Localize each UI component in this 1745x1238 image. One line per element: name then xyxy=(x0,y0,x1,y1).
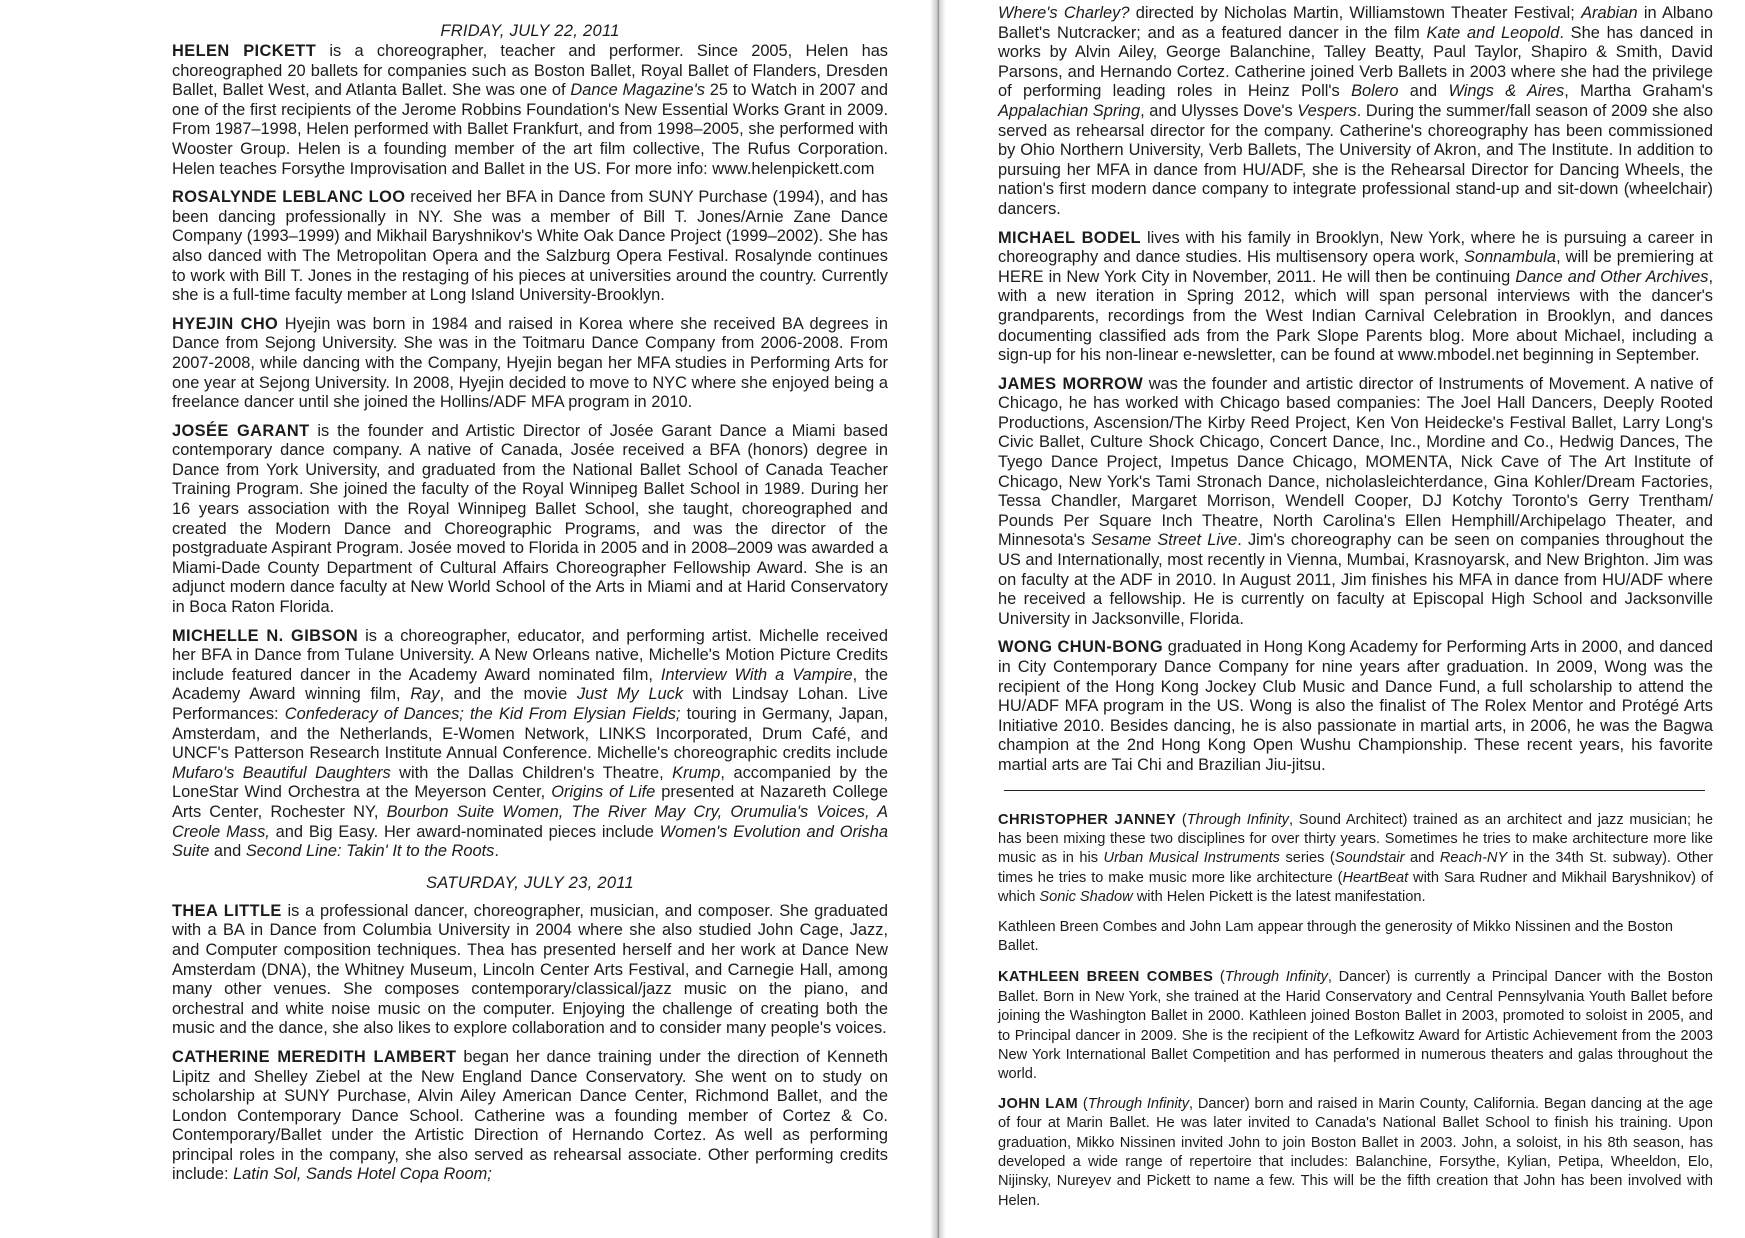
bio-text: received her BFA in Dance from SUNY Purchase (1994), and has been dancing professionally in NY. She was a member of Bill T. Jones/Arnie Zane Dance Company (1993–1999) and Mikhail Baryshnikov's White Oak Dance Project (1999–2002). She has also danced with The Metropolitan Opera and the Salzburg Opera Festival. Rosalynde continues to work with Bill T. Jones in the restaging of his pieces at universities around the country. Currently she is a full-time faculty member at Long Island University-Brooklyn. xyxy=(172,188,888,305)
bio-text: , the Academy Award winning film, xyxy=(172,665,888,704)
bio-text: and xyxy=(1398,82,1449,101)
italic-title-text: Kate and Leopold xyxy=(1426,23,1560,42)
bio-john-lam xyxy=(998,1095,1713,1211)
bio-michael-bodel xyxy=(998,229,1713,366)
italic-title-text: Women's Evolution and Orisha Suite xyxy=(172,822,888,861)
performer-name: THEA LITTLE xyxy=(172,901,282,920)
performer-name: MICHELLE N. GIBSON xyxy=(172,626,359,645)
italic-title-text: Dance and Other Archives xyxy=(1515,267,1709,286)
performer-name: JOHN LAM xyxy=(998,1095,1079,1112)
bio-catherine-lambert-continued xyxy=(998,4,1713,220)
bio-thea-little xyxy=(172,902,888,1039)
bio-josee-garant xyxy=(172,422,888,618)
bio-text: , Sound Architect) trained as an architect and jazz musician; he has been mixing these two disciplines for over thirty years. Sometimes he tries to make architecture more like music as in his xyxy=(998,811,1713,867)
bio-text: directed by Nicholas Martin, Williamstown Theater Festival; xyxy=(1129,4,1582,22)
bio-rosalynde-leblanc-loo xyxy=(172,188,888,306)
italic-title-text: Through Infinity xyxy=(1087,1095,1190,1112)
italic-title-text: Just My Luck xyxy=(576,685,684,704)
performer-name: CATHERINE MEREDITH LAMBERT xyxy=(172,1047,457,1066)
section-divider xyxy=(1004,790,1705,791)
bio-text: ( xyxy=(1078,1095,1088,1112)
italic-title-text: Krump xyxy=(672,763,721,782)
italic-title-text: Interview With a Vampire xyxy=(660,665,853,684)
performer-name: MICHAEL BODEL xyxy=(998,228,1141,247)
bio-text: 25 to Watch in 2007 and one of the first recipients of the Jerome Robbins Foundation's New Essential Works Grant in 2009. From 1987–1998, Helen performed with Ballet Frankfurt, and from 1998–2005, she performed with Wooster Group. Helen is a founding member of the art film collective, The Rufus Corporation. Helen teaches Forsythe Improvisation and Ballet in the US. For more info: www.helenpickett.com xyxy=(172,81,888,178)
performer-name: CHRISTOPHER JANNEY xyxy=(998,811,1177,828)
italic-title-text: Through Infinity xyxy=(1186,811,1289,828)
italic-title-text: Mufaro's Beautiful Daughters xyxy=(172,763,391,782)
performer-name: HYEJIN CHO xyxy=(172,314,279,333)
bio-text: is the founder and Artistic Director of Josée Garant Dance a Miami based contemporary dance company. A native of Canada, Josée received a BFA (honors) degree in Dance from York University, and graduated from the National Ballet School of Canada Teacher Training Program. She joined the faculty of the Royal Winnipeg Ballet School in 1989. During her 16 years association with the Royal Winnipeg Ballet School, she taught, choreographed and created the Modern Dance and Choreographic Programs, and was the director of the postgraduate Aspirant Program. Josée moved to Florida in 2005 and in 2008–2009 was awarded a Miami-Dade County Department of Cultural Affairs Choreographer Fellowship Award. She is an adjunct modern dance faculty at New World School of the Arts in Miami and at Harid Conservatory in Boca Raton Florida. xyxy=(172,421,889,617)
bio-michelle-gibson xyxy=(172,627,888,862)
bio-text: , and the movie xyxy=(439,685,577,704)
bio-text: is a choreographer, educator, and performing artist. Michelle received her BFA in Dance from Tulane University. A New Orleans native, Michelle's Motion Picture Credits include featured dancer in the Academy Award nominated film, xyxy=(172,626,888,684)
date-heading-friday: FRIDAY, JULY 22, 2011 xyxy=(440,22,620,40)
bio-text: began her dance training under the direction of Kenneth Lipitz and Shelley Ziebel at the New England Dance Conservatory. She went on to study on scholarship at SUNY Purchase, Alvin Ailey American Dance Center, Richmond Ballet, and the London Contemporary Dance School. Catherine was a founding member of Cortez & Co. Contemporary/Ballet under the Artistic Direction of Hernando Cortez. As well as performing principal roles in the company, she also served as rehearsal associate. Other performing credits include: xyxy=(172,1047,888,1184)
performer-name: KATHLEEN BREEN COMBES xyxy=(998,969,1214,986)
italic-title-text: Confederacy of Dances; the Kid From Elysian Fields; xyxy=(284,705,681,723)
bio-text: ( xyxy=(1176,811,1187,828)
bio-text: and xyxy=(1404,850,1440,867)
bio-text: lives with his family in Brooklyn, New York, where he is pursuing a career in choreography and dance studies. His multisensory opera work, xyxy=(998,228,1713,267)
performer-name: ROSALYNDE LEBLANC LOO xyxy=(172,188,406,207)
performer-name: WONG CHUN-BONG xyxy=(998,638,1164,657)
performer-name: JOSÉE GARANT xyxy=(172,421,310,440)
italic-title-text: Through Infinity xyxy=(1224,969,1328,986)
bio-helen-pickett xyxy=(172,42,888,179)
bio-kathleen-breen-combes xyxy=(998,968,1713,1084)
bio-text: , Dancer) is currently a Principal Dancer with the Boston Ballet. Born in New York, she trained at the Harid Conservatory and Central Pennsylvania Youth Ballet before joining the Washington Ballet in 2000. Kathleen joined Boston Ballet in 2003, promoted to soloist in 2005, and to Principal dancer in 2009. She is the recipient of the Lefkowitz Award for Artistic Achievement from the 2003 New York International Ballet Competition and has performed in numerous theaters and galas throughout the world. xyxy=(998,969,1713,1083)
italic-title-text: Origins of Life xyxy=(551,783,656,802)
bio-text: . She has danced in works by Alvin Ailey, George Balanchine, Talley Beatty, Paul Taylor, Shapiro & Smith, David Parsons, and Hernando Cortez. Catherine joined Verb Ballets in 2003 where she had the privilege of performing leading roles in Heinz Poll's xyxy=(998,23,1713,101)
italic-title-text: Urban Musical Instruments xyxy=(1103,850,1280,867)
bio-text: , will be premiering at HERE in New York City in November, 2011. He will then be continuing xyxy=(998,248,1713,286)
date-heading-saturday: SATURDAY, JULY 23, 2011 xyxy=(425,873,635,892)
italic-title-text: Sonic Shadow xyxy=(1039,889,1133,906)
performer-name: HELEN PICKETT xyxy=(172,42,317,60)
italic-title-text: Dance Magazine's xyxy=(570,81,705,100)
bio-james-morrow xyxy=(998,375,1713,630)
italic-title-text: Second Line: Takin' It to the Roots xyxy=(245,842,495,861)
bio-text: with the Dallas Children's Theatre, xyxy=(390,763,673,782)
bio-catherine-lambert xyxy=(172,1048,888,1185)
bio-text: ( xyxy=(1213,969,1225,986)
italic-title-text: Bourbon Suite Women, The River May Cry, Orumulia's Voices, A Creole Mass, xyxy=(172,802,888,841)
bio-hyejin-cho xyxy=(172,315,888,413)
bio-text: with Sara Rudner and Mikhail Baryshnikov) of which xyxy=(998,869,1713,906)
italic-title-text: Wings & Aires xyxy=(1448,82,1565,101)
bio-text: and Big Easy. Her award-nominated pieces include xyxy=(269,822,660,841)
bio-text: touring in Germany, Japan, Amsterdam, and the Netherlands, E-Women Network, LINKS Incorporated, Drum Café, and UNCF's Patterson Research Institute Annual Conference. Michelle's choreographic credits include xyxy=(172,705,888,763)
bio-text: . xyxy=(494,842,499,861)
bio-text: Hyejin was born in 1984 and raised in Korea where she received BA degrees in Dance from Sejong University. She was in the Toitmaru Dance Company from 2006-2008. From 2007-2008, while dancing with the Company, Hyejin began her MFA studies in Performing Arts for one year at Sejong University. In 2008, Hyejin decided to move to NYC where she enjoyed being a freelance dancer until she joined the Hollins/ADF MFA program in 2010. xyxy=(172,314,889,412)
bio-text: with Lindsay Lohan. Live Performances: xyxy=(172,685,889,723)
bio-text: , Dancer) born and raised in Marin County, California. Began dancing at the age of four at Marin Ballet. He was later invited to Canada's National Ballet School to finish his training. Upon graduation, Mikko Nissinen invited John to join Boston Ballet in 2003. John, a soloist, in his 8th season, has developed a wide range of repertoire that includes: Balanchine, Forsythe, Kylian, Petipa, Wheeldon, Elo, Nijinsky, Nureyev and Pickett to name a few. This will be the fifth creation that John has been involved with Helen. xyxy=(998,1095,1714,1209)
italic-title-text: HeartBeat xyxy=(1342,869,1409,886)
italic-title-text: Soundstair xyxy=(1334,850,1405,867)
italic-title-text: Bolero xyxy=(1351,82,1399,101)
italic-title-text: Vespers xyxy=(1297,101,1357,120)
appearance-note: Kathleen Breen Combes and John Lam appear through the generosity of Mikko Nissinen and the Boston Ballet. xyxy=(998,918,1673,954)
italic-title-text: Reach-NY xyxy=(1439,850,1508,867)
italic-title-text: Sesame Street Live xyxy=(1091,531,1238,550)
bio-text: is a choreographer, teacher and performer. Since 2005, Helen has choreographed 20 ballets for companies such as Boston Ballet, Royal Ballet of Flanders, Dresden Ballet, Ballet West, and Atlanta Ballet. She was one of xyxy=(172,42,889,100)
bio-text: . During the summer/fall season of 2009 she also served as rehearsal director for the company. Catherine's choreography has been commissioned by Ohio Northern University, Verb Ballets, The University of Akron, and The Institute. In addition to pursuing her MFA in dance from HU/ADF, she is the Rehearsal Director for Dancing Wheels, the nation's first modern dance company to integrate professional stand-up and sit-down (wheelchair) dancers. xyxy=(998,101,1714,218)
bio-text: , with a new iteration in Spring 2012, which will span personal interviews with the dancer's grandparents, recordings from the West Indian Carnival Celebration in Brooklyn, and dances documenting classified ads from the Park Slope Parents blog. More about Michael, including a sign-up for his non-linear e-newsletter, can be found at www.mbodel.net beginning in September. xyxy=(998,267,1713,365)
bio-text: presented at Nazareth College Arts Center, Rochester NY, xyxy=(172,783,888,821)
bio-text: is a professional dancer, choreographer, musician, and composer. She graduated with a BA in Dance from Columbia University in 2004 where she also studied John Cage, Jazz, and Computer composition techniques. Thea has presented herself and her work at Dance New Amsterdam (DNA), the Whitney Museum, Lincoln Center Arts Festival, and Carnegie Hall, among many other venues. She composes contemporary/classical/jazz music on the piano, and orchestral and white noise music on the computer. Enjoying the challenge of creating both the music and the dance, she also likes to explore collaboration and to consider many people's voices. xyxy=(172,901,888,1038)
italic-title-text: Where's Charley? xyxy=(998,4,1130,22)
bio-text: was the founder and artistic director of Instruments of Movement. A native of Chicago, he has worked with Chicago based companies: The Joel Hall Dancers, Deeply Rooted Productions, Ascension/The Kirby Reed Project, Ken Von Heidecke's Festival Ballet, Larry Long's Civic Ballet, Culture Shock Chicago, Concert Dance, Inc., Mordine and Co., Hedwig Dances, The Tyego Dance Project, Impetus Dance Chicago, MOMENTA, Nick Cave of The Art Institute of Chicago, New York's Tami Stronach Dance, nicholasleichterdance, Gina Kohler/Dream Factories, Tessa Chandler, Margaret Morrison, Wendell Cooper, DJ Kotchy Toronto's Gerry Trentham/ Pounds Per Square Inch Theatre, North Carolina's Ellen Hemphill/Archipelago Theater, and Minnesota's xyxy=(998,374,1713,550)
bio-text: in Albano Ballet's Nutcracker; and as a featured dancer in the film xyxy=(998,4,1713,42)
italic-title-text: Latin Sol, Sands Hotel Copa Room; xyxy=(233,1165,492,1184)
bio-text: series ( xyxy=(1279,850,1335,867)
bio-christopher-janney xyxy=(998,811,1713,908)
bio-wong-chun-bong xyxy=(998,638,1713,775)
italic-title-text: Ray xyxy=(410,685,440,704)
bio-text: . Jim's choreography can be seen on companies throughout the US and Internationally, most recently in Vienna, Mumbai, Krasnoyarsk, and New Brighton. Jim was on faculty at the ADF in 2010. In August 2011, Jim finishes his MFA in dance from HU/ADF where he received a fellowship. He is currently on faculty at Episcopal High School and Jacksonville University in Jacksonville, Florida. xyxy=(998,531,1713,628)
bio-text: graduated in Hong Kong Academy for Performing Arts in 2000, and danced in City Contemporary Dance Company for nine years after graduation. In 2009, Wong was the recipient of the Hong Kong Jockey Club Music and Dance Fund, a full scholarship to attend the HU/ADF MFA program in the US. Wong is also the finalist of The Rolex Mentor and Protégé Arts Initiative 2010. Besides dancing, he is also passionate in martial arts, in 2006, he was the Bagwa champion at the 2nd Hong Kong Open Wushu Championship. These recent years, his favorite martial arts are Tai Chi and Brazilian Jiu-jitsu. xyxy=(998,638,1714,774)
performer-name: JAMES MORROW xyxy=(998,374,1144,393)
bio-text: , Martha Graham's xyxy=(1564,82,1713,101)
bio-text: and xyxy=(209,842,246,861)
bio-text: in the 34th St. subway). Other times he tries to make music more like architecture ( xyxy=(998,850,1713,886)
italic-title-text: Arabian xyxy=(1581,4,1638,22)
italic-title-text: Appalachian Spring xyxy=(998,101,1141,120)
right-page xyxy=(938,0,1745,1238)
bio-text: , accompanied by the LoneStar Wind Orchestra at the Meyerson Center, xyxy=(172,763,888,802)
bio-text: , and Ulysses Dove's xyxy=(1140,101,1298,120)
italic-title-text: Sonnambula xyxy=(1464,248,1557,267)
bio-text: with Helen Pickett is the latest manifestation. xyxy=(1132,889,1426,906)
